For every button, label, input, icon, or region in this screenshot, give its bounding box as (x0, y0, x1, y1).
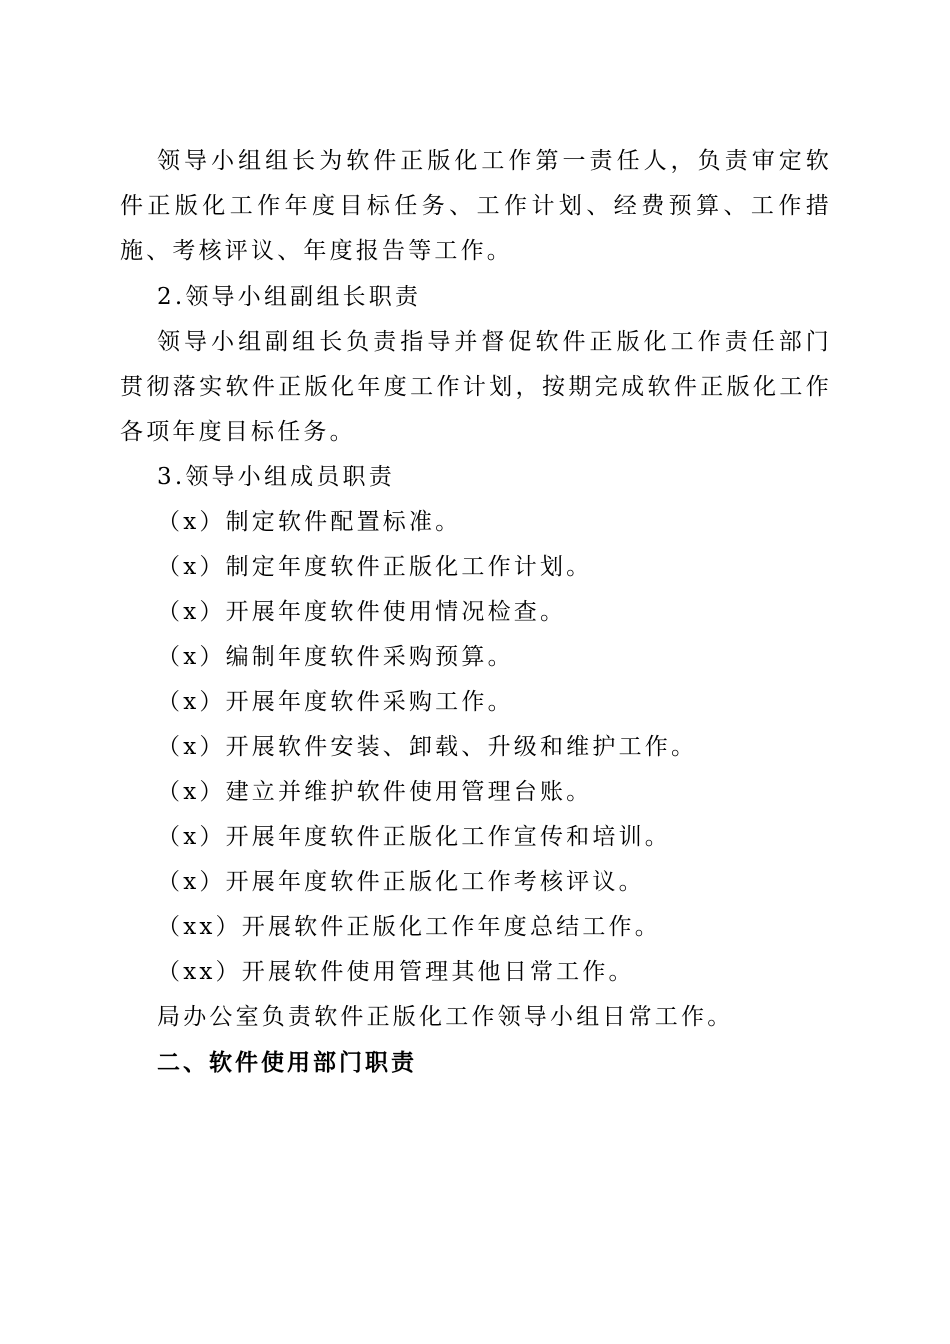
list-item: （x）制定年度软件正版化工作计划。 (157, 554, 593, 580)
list-item: （x）开展年度软件正版化工作考核评议。 (157, 869, 645, 895)
subheading-members: 3.领导小组成员职责 (157, 464, 395, 490)
list-item: （x）开展年度软件采购工作。 (157, 689, 514, 715)
list-item: （x）制定软件配置标准。 (157, 509, 462, 535)
list-item: （x）开展软件安装、卸载、升级和维护工作。 (157, 734, 698, 760)
list-item: （x）开展年度软件使用情况检查。 (157, 599, 567, 625)
paragraph-office-duty: 局办公室负责软件正版化工作领导小组日常工作。 (157, 1004, 734, 1030)
list-item: （x）建立并维护软件使用管理台账。 (157, 779, 593, 805)
subheading-deputy-leader: 2.领导小组副组长职责 (157, 284, 422, 310)
paragraph-leader-duties: 领导小组组长为软件正版化工作第一责任人，负责审定软件正版化工作年度目标任务、工作计划、经费预算、工作措施、考核评议、年度报告等工作。 (120, 148, 832, 264)
list-item: （x）编制年度软件采购预算。 (157, 644, 514, 670)
list-item: （x）开展年度软件正版化工作宣传和培训。 (157, 824, 671, 850)
paragraph-deputy-duties: 领导小组副组长负责指导并督促软件正版化工作责任部门贯彻落实软件正版化年度工作计划，按期完成软件正版化工作各项年度目标任务。 (120, 329, 832, 445)
section-heading: 二、软件使用部门职责 (157, 1050, 417, 1076)
list-item: （xx）开展软件使用管理其他日常工作。 (157, 959, 635, 985)
list-item: （xx）开展软件正版化工作年度总结工作。 (157, 914, 661, 940)
